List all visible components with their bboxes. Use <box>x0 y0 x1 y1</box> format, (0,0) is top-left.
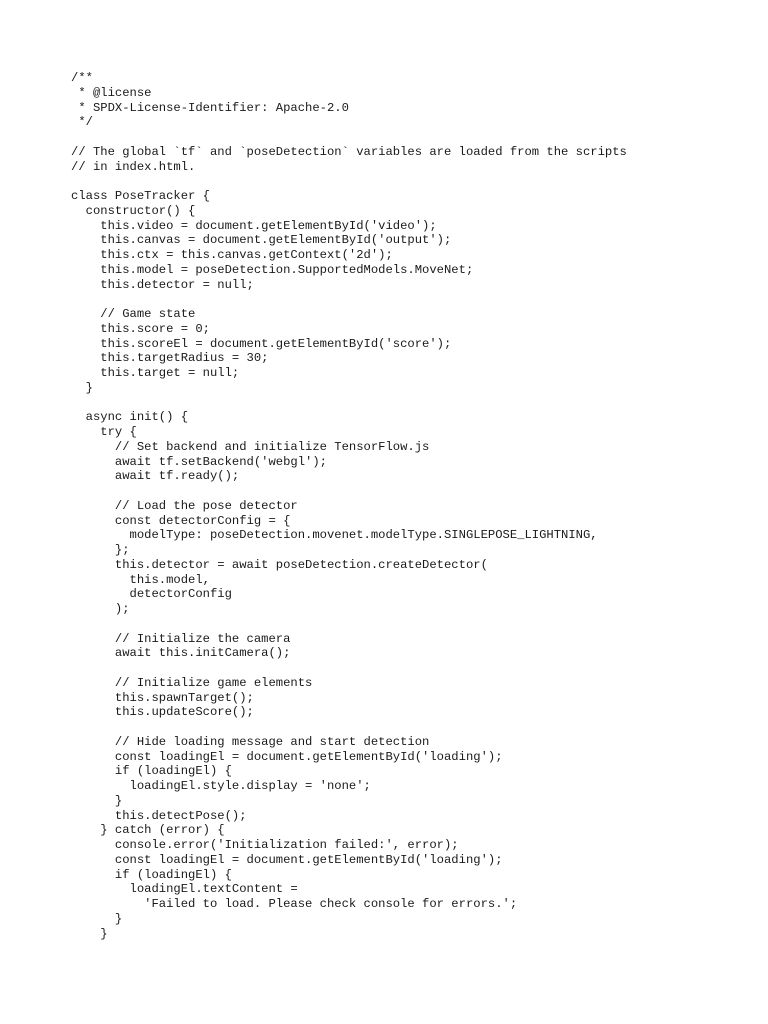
code-line: const loadingEl = document.getElementById('loading'); <box>71 749 503 764</box>
code-line: } <box>71 380 93 395</box>
code-line: /** <box>71 71 93 85</box>
code-line: loadingEl.textContent = <box>71 882 298 897</box>
code-line: this.detector = null; <box>71 277 254 292</box>
code-line: } catch (error) { <box>71 823 225 838</box>
code-line: this.ctx = this.canvas.getContext('2d'); <box>71 248 393 262</box>
code-line: this.detector = await poseDetection.createDetector( <box>71 557 488 572</box>
code-line: detectorConfig <box>71 587 232 602</box>
code-line <box>71 484 627 499</box>
code-line: // Initialize game elements <box>71 675 313 690</box>
code-line: // in index.html. <box>71 159 196 174</box>
code-line: await this.initCamera(); <box>71 646 291 661</box>
code-line: // Set backend and initialize TensorFlow.js <box>71 439 430 454</box>
code-line <box>71 130 627 145</box>
code-line: this.model, <box>71 572 210 587</box>
code-line: this.updateScore(); <box>71 705 254 720</box>
code-line: await tf.setBackend('webgl'); <box>71 454 327 469</box>
code-line: ); <box>71 602 130 616</box>
code-line: class PoseTracker { <box>71 189 210 203</box>
code-line: * SPDX-License-Identifier: Apache-2.0 <box>71 100 349 115</box>
code-line: async init() { <box>71 410 189 425</box>
code-line: if (loadingEl) { <box>71 867 232 882</box>
code-line: }; <box>71 543 130 557</box>
code-listing <box>71 71 627 941</box>
code-line: try { <box>71 425 137 439</box>
code-line: console.error('Initialization failed:', error); <box>71 838 459 852</box>
code-line: this.target = null; <box>71 366 240 380</box>
code-line: // Load the pose detector <box>71 498 298 513</box>
code-line: 'Failed to load. Please check console for errors.'; <box>71 897 518 911</box>
code-line <box>71 396 627 411</box>
code-line: this.scoreEl = document.getElementById('score'); <box>71 336 452 351</box>
code-line <box>71 661 627 676</box>
code-line: // The global `tf` and `poseDetection` variables are loaded from the scripts <box>71 144 627 159</box>
code-line <box>71 720 627 735</box>
code-line: this.video = document.getElementById('video'); <box>71 218 437 233</box>
code-line: * @license <box>71 85 152 100</box>
code-line: // Initialize the camera <box>71 631 291 646</box>
code-line: */ <box>71 115 93 130</box>
code-line: modelType: poseDetection.movenet.modelType.SINGLEPOSE_LIGHTNING, <box>71 528 598 543</box>
code-line: } <box>71 926 108 941</box>
code-line <box>71 174 627 189</box>
code-line: } <box>71 911 123 926</box>
code-line: this.targetRadius = 30; <box>71 351 269 366</box>
code-line: this.model = poseDetection.SupportedModels.MoveNet; <box>71 262 474 277</box>
code-line: // Hide loading message and start detection <box>71 734 430 749</box>
code-line: // Game state <box>71 307 196 321</box>
code-line: this.canvas = document.getElementById('output'); <box>71 233 452 248</box>
code-line <box>71 617 627 632</box>
code-line: if (loadingEl) { <box>71 764 232 779</box>
code-line: } <box>71 793 123 808</box>
code-line: this.spawnTarget(); <box>71 690 254 705</box>
code-line: const detectorConfig = { <box>71 513 291 528</box>
code-line: const loadingEl = document.getElementById('loading'); <box>71 852 503 867</box>
code-line: constructor() { <box>71 203 196 218</box>
code-line: this.score = 0; <box>71 321 210 336</box>
code-line <box>71 292 627 307</box>
code-line: loadingEl.style.display = 'none'; <box>71 779 371 793</box>
code-line: this.detectPose(); <box>71 808 247 823</box>
code-line: await tf.ready(); <box>71 469 240 484</box>
